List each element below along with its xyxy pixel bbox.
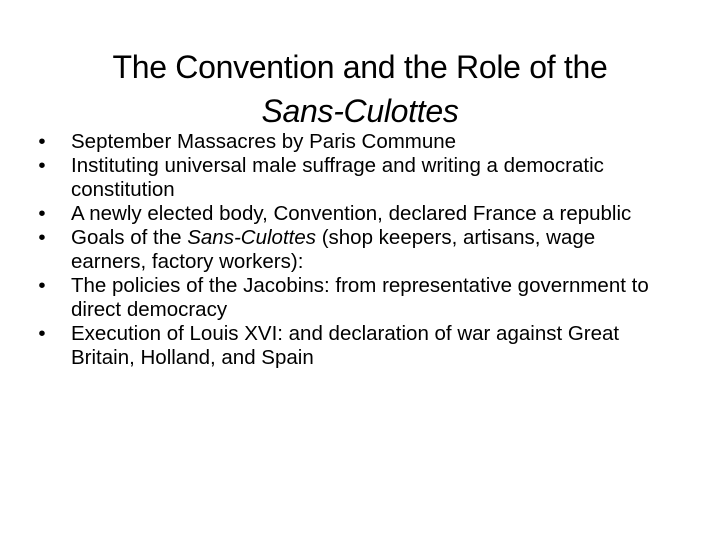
bullet-text: A newly elected body, Convention, declared France a republic [71,202,632,225]
bullet-dot-icon: • [38,322,46,345]
title-line-1: The Convention and the Role of the [112,49,608,86]
bullet-text: Instituting universal male suffrage and writing a democratic constitution [71,154,604,201]
bullet-item [34,154,674,202]
bullet-dot-icon: • [38,226,46,249]
bullet-item [34,274,674,322]
bullet-text: Execution of Louis XVI: and declaration of war against Great Britain, Holland, and Spain [71,322,620,369]
bullet-item [34,322,674,370]
title-italic-term: Sans-Culottes [261,93,459,130]
title-line-2 [40,89,680,133]
bullet-dot-icon: • [38,154,46,177]
slide-title [40,45,680,133]
bullet-dot-icon: • [38,202,46,225]
bullet-item [34,130,674,154]
bullet-text-pre: Goals of the [71,226,188,249]
bullet-dot-icon: • [38,130,46,153]
bullet-item [34,226,674,274]
bullet-text-post: (shop keepers, artisans, wage earners, factory workers): [71,226,596,273]
bullet-dot-icon: • [38,274,46,297]
bullet-text: The policies of the Jacobins: from representative government to direct democracy [71,274,649,321]
bullet-text: September Massacres by Paris Commune [71,130,457,153]
bullet-list [34,130,674,370]
bullet-item [34,202,674,226]
bullet-italic-term: Sans-Culottes [187,226,316,249]
